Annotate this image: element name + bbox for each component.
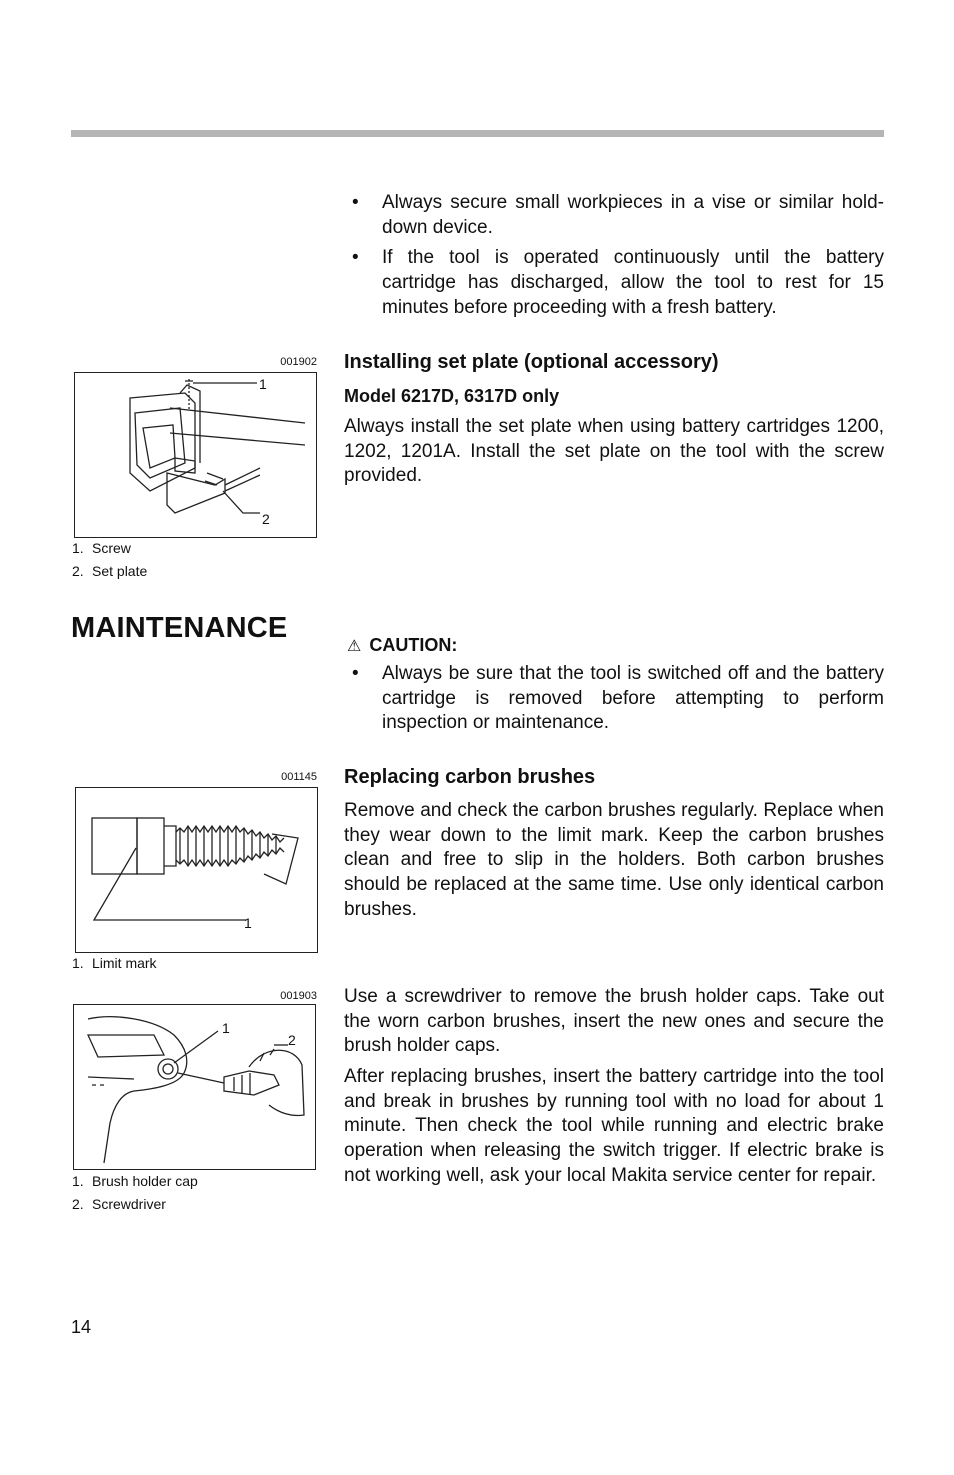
caption-line: 1. Screw — [72, 540, 131, 556]
bullet-item: • Always secure small workpieces in a vise or similar hold-down device. — [352, 192, 884, 238]
caution-label: ⚠ CAUTION: — [347, 635, 458, 655]
caption-line: 1. Limit mark — [72, 955, 157, 971]
figure-caption — [72, 1170, 198, 1216]
callout-1: 1 — [259, 376, 267, 392]
caption-line: 2. Set plate — [72, 563, 148, 579]
section-heading: Replacing carbon brushes — [344, 766, 596, 788]
safety-bullet-list — [344, 191, 884, 327]
model-subheading: Model 6217D, 6317D only — [344, 386, 560, 406]
set-plate-illustration — [75, 373, 315, 536]
callout-2: 2 — [262, 511, 270, 527]
callout-1: 1 — [244, 915, 252, 931]
caution-bullet-list — [344, 662, 884, 742]
carbon-brush-illustration — [76, 788, 316, 951]
bullet-item: • Always be sure that the tool is switched off and the battery cartridge is removed before attempting to perform inspection or maintenance. — [352, 663, 884, 734]
callout-1: 1 — [222, 1020, 230, 1036]
caption-line: 1. Brush holder cap — [72, 1173, 198, 1189]
figure-caption — [72, 952, 157, 975]
callout-2: 2 — [288, 1032, 296, 1048]
page-number: 14 — [71, 1317, 92, 1337]
figure-code: 001145 — [281, 771, 317, 783]
figure-code: 001902 — [280, 356, 317, 368]
caption-line: 2. Screwdriver — [72, 1196, 166, 1212]
bullet-glyph: • — [352, 247, 359, 269]
brush-holder-figure — [73, 1004, 316, 1170]
bullet-glyph: • — [352, 192, 359, 213]
set-plate-figure — [74, 372, 317, 538]
set-plate-body: Always install the set plate when using battery cartridges 1200, 1202, 1201A. Install the set plate on the tool with the screw provided. — [344, 416, 884, 487]
header-rule — [71, 130, 884, 137]
holder-caps-paragraph-2: After replacing brushes, insert the battery cartridge into the tool and break in brushes by running tool with no load for about 1 minute. Then check the tool while running and electric brake operation when releasing the switch trigger. If electric brake is not working well, ask your local Makita service center for repair. — [344, 1066, 884, 1186]
figure-caption — [72, 537, 147, 583]
section-heading: Installing set plate (optional accessory) — [344, 351, 719, 373]
bullet-item: • If the tool is operated continuously until the battery cartridge has discharged, allow the tool to rest for 15 minutes before proceeding with a fresh battery. — [352, 247, 884, 318]
figure-code: 001903 — [280, 990, 317, 1002]
carbon-brush-figure — [75, 787, 318, 953]
holder-caps-paragraph-1: Use a screwdriver to remove the brush holder caps. Take out the worn carbon brushes, insert the new ones and secure the brush holder caps. — [344, 986, 884, 1057]
page-title: MAINTENANCE — [71, 612, 288, 644]
brush-holder-illustration — [74, 1005, 314, 1168]
warning-triangle-icon: ⚠ — [347, 638, 362, 655]
brushes-body: Remove and check the carbon brushes regularly. Replace when they wear down to the limit mark. Keep the carbon brushes clean and free to slip in the holders. Both carbon brushes should be replaced at the same time. Use only identical carbon brushes. — [344, 800, 884, 920]
bullet-glyph: • — [352, 663, 359, 684]
